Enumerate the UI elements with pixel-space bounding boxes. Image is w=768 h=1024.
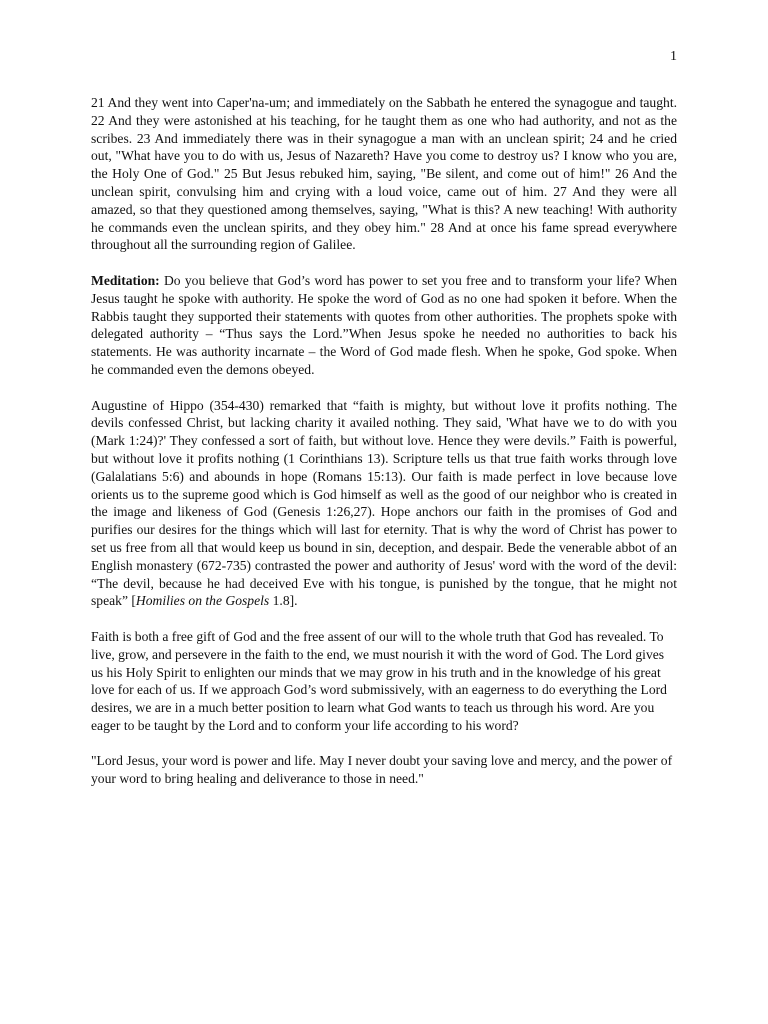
scripture-paragraph: 21 And they went into Caper'na-um; and immediately on the Sabbath he entered the synagogue and taught. 22 And they were astonished at his teaching, for he taught them as one who had authority, and not as the scribes. 23 And immediately there was in their synagogue a man with an unclean spirit; 24 and he cried out, "What have you to do with us, Jesus of Nazareth? Have you come to destroy us? I know who you are, the Holy One of God." 25 But Jesus rebuked him, saying, "Be silent, and come out of him!" 26 And the unclean spirit, convulsing him and crying with a loud voice, came out of him. 27 And they were all amazed, so that they questioned among themselves, saying, "What is this? A new teaching! With authority he commands even the unclean spirits, and they obey him." 28 And at once his fame spread everywhere throughout all the surrounding region of Galilee.: [91, 95, 677, 253]
meditation-label: Meditation:: [91, 272, 160, 288]
meditation-text: Do you believe that God’s word has power to set you free and to transform your life? When Jesus taught he spoke with authority. He spoke the word of God as no one had spoken it before. When the Rabbis taught they supported their statements with quotes from other authorities. The prophets spoke with delegated authority – “Thus says the Lord.”When Jesus spoke he needed no authorities to back his statements. He was authority incarnate – the Word of God made flesh. When he spoke, God spoke. When he commanded even the demons obeyed.: [91, 272, 677, 377]
citation-ref: 1.8].: [269, 593, 298, 609]
document-body: [91, 94, 677, 806]
citation-title: Homilies on the Gospels: [135, 593, 270, 609]
augustine-text: Augustine of Hippo (354-430) remarked that “faith is mighty, but without love it profits nothing. The devils confessed Christ, but lacking charity it availed nothing. They said, 'What have we to do with you (Mark 1:24)?' They confessed a sort of faith, but without love. Hence they were devils.” Faith is powerful, but without love it profits nothing (1 Corinthians 13). Scripture tells us that true faith works through love (Galalatians 5:6) and abounds in hope (Romans 15:13). Our faith is made perfect in love because love orients us to the supreme good which is God himself as well as the good of our neighbor who is created in the image and likeness of God (Genesis 1:26,27). Hope anchors our faith in the promises of God and purifies our desires for the things which will last for eternity. That is why the word of Christ has power to set us free from all that would keep us bound in sin, deception, and despair. Bede the venerable abbot of an English monastery (672-735) contrasted the power and authority of Jesus' word with the word of the devil: “The devil, because he had deceived Eve with his tongue, is punished by the tongue, that he might not speak” [: [91, 397, 677, 609]
page-number: 1: [670, 49, 677, 64]
augustine-paragraph: [91, 397, 677, 611]
prayer-paragraph: "Lord Jesus, your word is power and life. May I never doubt your saving love and mercy, and the power of your word to bring healing and deliverance to those in need.": [91, 753, 673, 787]
faith-paragraph: Faith is both a free gift of God and the free assent of our will to the whole truth that God has revealed. To live, grow, and persevere in the faith to the end, we must nourish it with the word of God. The Lord gives us his Holy Spirit to enlighten our minds that we may grow in his truth and in the knowledge of his great love for each of us. If we approach God’s word submissively, with an eagerness to do everything the Lord desires, we are in a much better position to learn what God wants to teach us through his word. Are you eager to be taught by the Lord and to conform your life according to his word?: [91, 628, 667, 733]
meditation-paragraph: [91, 272, 677, 379]
